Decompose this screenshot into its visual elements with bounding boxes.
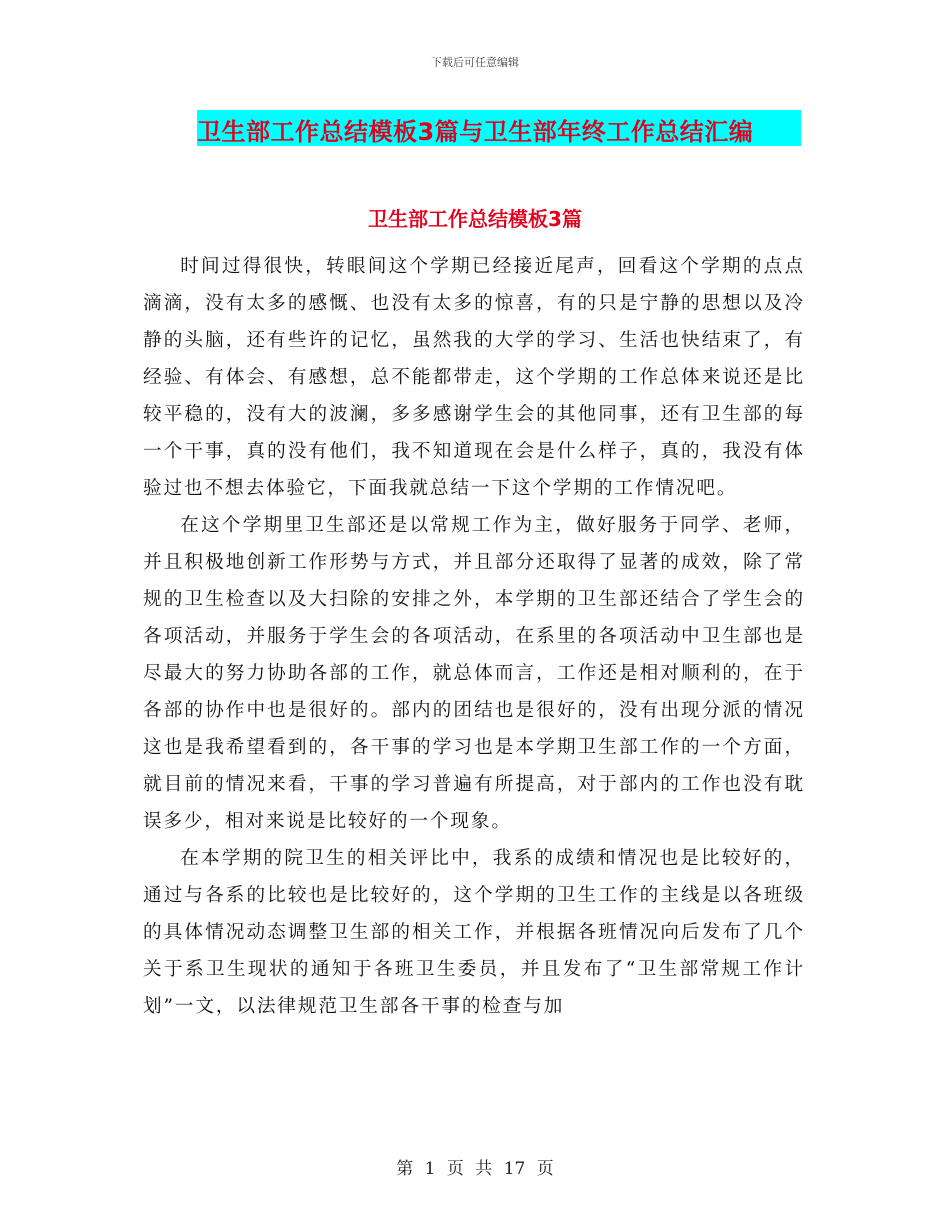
section-title: 卫生部工作总结模板3篇 [368,207,582,231]
page-number: 第 1 页 共 17 页 [396,1159,554,1179]
paragraph: 时间过得很快，转眼间这个学期已经接近尾声，回看这个学期的点点滴滴，没有太多的感慨、也没有太多的惊喜，有的只是宁静的思想以及冷静的头脑，还有些许的记忆，虽然我的大学的学习、生活也快结束了，有经验、有体会、有感想，总不能都带走，这个学期的工作总体来说还是比较平稳的，没有大的波澜，多多感谢学生会的其他同事，还有卫生部的每一个干事，真的没有他们，我不知道现在会是什么样子，真的，我没有体验过也不想去体验它，下面我就总结一下这个学期的工作情况吧。 [143,256,805,499]
page-header-note: 下载后可任意编辑 [431,56,519,69]
document-body [143,248,805,1025]
document-title: 卫生部工作总结模板3篇与卫生部年终工作总结汇编 [197,118,754,146]
paragraph: 在这个学期里卫生部还是以常规工作为主，做好服务于同学、老师，并且积极地创新工作形势与方式，并且部分还取得了显著的成效，除了常规的卫生检查以及大扫除的安排之外，本学期的卫生部还结合了学生会的各项活动，并服务于学生会的各项活动，在系里的各项活动中卫生部也是尽最大的努力协助各部的工作，就总体而言，工作还是相对顺利的，在于各部的协作中也是很好的。部内的团结也是很好的，没有出现分派的情况这也是我希望看到的，各干事的学习也是本学期卫生部工作的一个方面，就目前的情况来看，干事的学习普遍有所提高，对于部内的工作也没有耽误多少，相对来说是比较好的一个现象。 [143,515,805,832]
paragraph: 在本学期的院卫生的相关评比中，我系的成绩和情况也是比较好的，通过与各系的比较也是比较好的，这个学期的卫生工作的主线是以各班级的具体情况动态调整卫生部的相关工作，并根据各班情况向后发布了几个关于系卫生现状的通知于各班卫生委员，并且发布了“卫生部常规工作计划”一文，以法律规范卫生部各干事的检查与加 [143,848,805,1017]
